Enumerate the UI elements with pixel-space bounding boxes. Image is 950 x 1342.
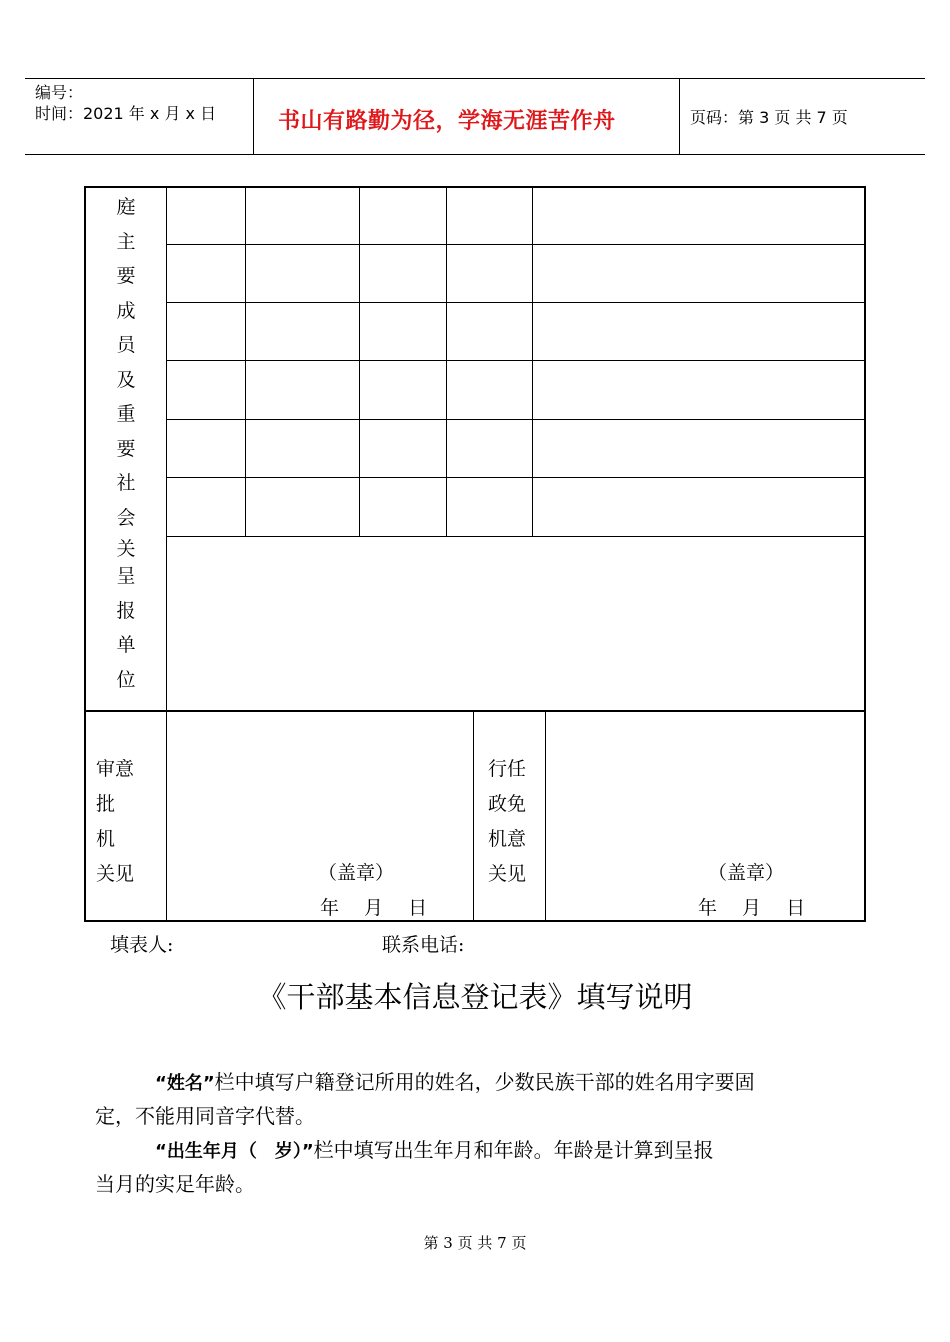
- admin-label-line: 关见: [488, 863, 527, 885]
- family-label-char: 要: [116, 437, 136, 460]
- family-label-char: 主: [116, 230, 136, 253]
- approval-seal-text: （盖章）: [318, 862, 395, 884]
- family-col-line-4: [532, 187, 533, 536]
- admin-date-text: 年 月 日: [698, 897, 806, 919]
- family-col-line-2: [359, 187, 360, 536]
- admin-label-line: 机意: [488, 828, 527, 850]
- family-label-char: 要: [116, 265, 136, 287]
- reporting-unit-label: [112, 538, 140, 699]
- header-top-rule: [25, 78, 925, 79]
- name-field-term: “姓名”: [155, 1073, 215, 1094]
- header-motto: 书山有路勤为径，学海无涯苦作舟: [278, 109, 616, 134]
- family-col-line-1: [245, 187, 246, 536]
- unit-label-char: 单: [116, 634, 136, 656]
- family-label-char: 庭: [116, 196, 136, 218]
- family-row-line-1: [166, 244, 865, 245]
- birth-field-term: “出生年月（ 岁）”: [155, 1141, 314, 1162]
- family-label-char: 重: [116, 403, 136, 425]
- unit-label-char: 位: [116, 668, 136, 691]
- unit-label-char: 关: [116, 538, 136, 560]
- filler-label: 填表人:: [110, 934, 174, 956]
- unit-label-char: 呈: [116, 565, 136, 587]
- name-field-text: 栏中填写户籍登记所用的姓名，少数民族干部的姓名用字要固: [214, 1070, 755, 1094]
- approval-date-text: 年 月 日: [320, 897, 428, 919]
- instructions-title: 《干部基本信息登记表》填写说明: [257, 980, 693, 1014]
- family-label-char: 成: [116, 299, 136, 322]
- page-footer: 第 3 页 共 7 页: [423, 1234, 527, 1252]
- instruction-paragraph-2-line-2: 当月的实足年龄。: [95, 1172, 255, 1196]
- birth-field-text: 栏中填写出生年月和年龄。年龄是计算到呈报: [313, 1138, 714, 1162]
- family-row-line-3: [166, 360, 865, 361]
- approval-divider-right: [545, 712, 546, 921]
- admin-seal-text: （盖章）: [708, 862, 785, 884]
- family-label-char: 社: [116, 472, 136, 494]
- header-divider-right: [679, 78, 680, 155]
- header-bottom-rule: [25, 154, 925, 155]
- instruction-paragraph-1-line-2: 定，不能用同音字代替。: [95, 1104, 315, 1128]
- unit-label-char: 报: [116, 599, 136, 622]
- approval-label-line: 审意: [96, 758, 135, 780]
- family-col-line-3: [446, 187, 447, 536]
- family-row-line-5: [166, 477, 865, 478]
- family-label-char: 员: [116, 334, 136, 356]
- approval-label-line: 关见: [96, 863, 135, 885]
- unit-section-bottom: [85, 710, 865, 712]
- instruction-paragraph-2-line-1: [155, 1133, 714, 1169]
- approval-label-line: 批: [96, 793, 116, 815]
- admin-label-line: 行任: [488, 758, 527, 780]
- page-info: 页码：第 3 页 共 7 页: [690, 108, 848, 127]
- header-divider-left: [253, 78, 254, 155]
- family-label-char: 会: [116, 506, 136, 529]
- serial-number-label: 编号：: [35, 83, 84, 102]
- phone-label: 联系电话:: [382, 934, 465, 956]
- family-row-line-4: [166, 419, 865, 420]
- family-section-bottom: [166, 536, 865, 537]
- family-label-char: 及: [116, 368, 136, 391]
- approval-divider-mid: [473, 712, 474, 921]
- admin-label-line: 政免: [488, 793, 527, 815]
- family-row-line-2: [166, 302, 865, 303]
- label-column-divider: [166, 187, 167, 921]
- approval-label-line: 机: [96, 828, 116, 850]
- time-label: 时间：2021 年 x 月 x 日: [35, 104, 217, 123]
- family-members-label: [112, 192, 140, 537]
- instruction-paragraph-1-line-1: [155, 1065, 755, 1101]
- main-table-border: [84, 186, 866, 922]
